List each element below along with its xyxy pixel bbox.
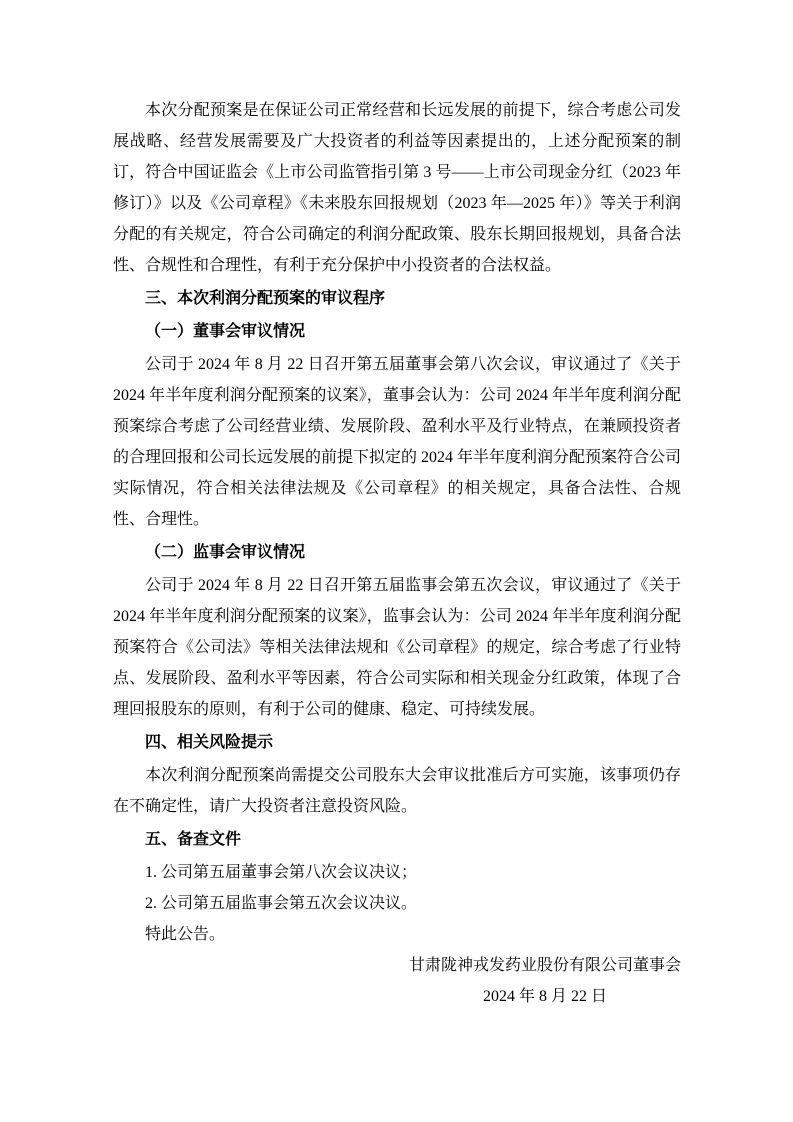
document-paragraph: 本次利润分配预案尚需提交公司股东大会审议批准后方可实施，该事项仍存在不确定性，请广大投资者注意投资风险。 (113, 767, 681, 815)
section-heading: 四、相关风险提示 (145, 734, 274, 751)
document-paragraph: 公司于 2024 年 8 月 22 日召开第五届监事会第五次会议，审议通过了《关于 2024 年半年度利润分配预案的议案》，监事会认为：公司 2024 年半年度利润分配预案符合《公司法》等相关法律法规和《公司章程》的规定，综合考虑了行业特点、发展阶段、盈利水平等因素，符合公司实际和相关现金分红政策，体现了合理回报股东的原则，有利于公司的健康、稳定、可持续发展。 (113, 577, 681, 718)
list-item: 1. 公司第五届董事会第八次会议决议； (145, 864, 418, 881)
signature-date: 2024 年 8 月 22 日 (482, 988, 607, 1005)
signature-block (409, 950, 681, 1012)
document-body (113, 95, 681, 950)
section-heading: （二）监事会审议情况 (145, 544, 306, 561)
signature-company: 甘肃陇神戎发药业股份有限公司董事会 (408, 957, 681, 974)
section-heading: 五、备查文件 (145, 831, 242, 848)
document-paragraph: 本次分配预案是在保证公司正常经营和长远发展的前提下，综合考虑公司发展战略、经营发展需要及广大投资者的利益等因素提出的，上述分配预案的制订，符合中国证监会《上市公司监管指引第 3 号——上市公司现金分红（2023 年修订）》以及《公司章程》《未来股东回报规划（2023 年—2025 年）》等关于利润分配的有关规定，符合公司确定的利润分配政策、股东长期回报规划，具备合法性、合规性和合理性，有利于充分保护中小投资者的合法权益。 (113, 102, 681, 274)
section-heading: 三、本次利润分配预案的审议程序 (145, 290, 386, 307)
closing-line: 特此公告。 (145, 926, 226, 943)
section-heading: （一）董事会审议情况 (145, 323, 306, 340)
list-item: 2. 公司第五届监事会第五次会议决议。 (145, 895, 418, 912)
document-paragraph: 公司于 2024 年 8 月 22 日召开第五届董事会第八次会议，审议通过了《关于 2024 年半年度利润分配预案的议案》，董事会认为：公司 2024 年半年度利润分配预案综合考虑了公司经营业绩、发展阶段、盈利水平及行业特点，在兼顾投资者的合理回报和公司长远发展的前提下拟定的 2024 年半年度利润分配预案符合公司实际情况，符合相关法律法规及《公司章程》的相关规定，具备合法性、合规性、合理性。 (113, 356, 682, 528)
